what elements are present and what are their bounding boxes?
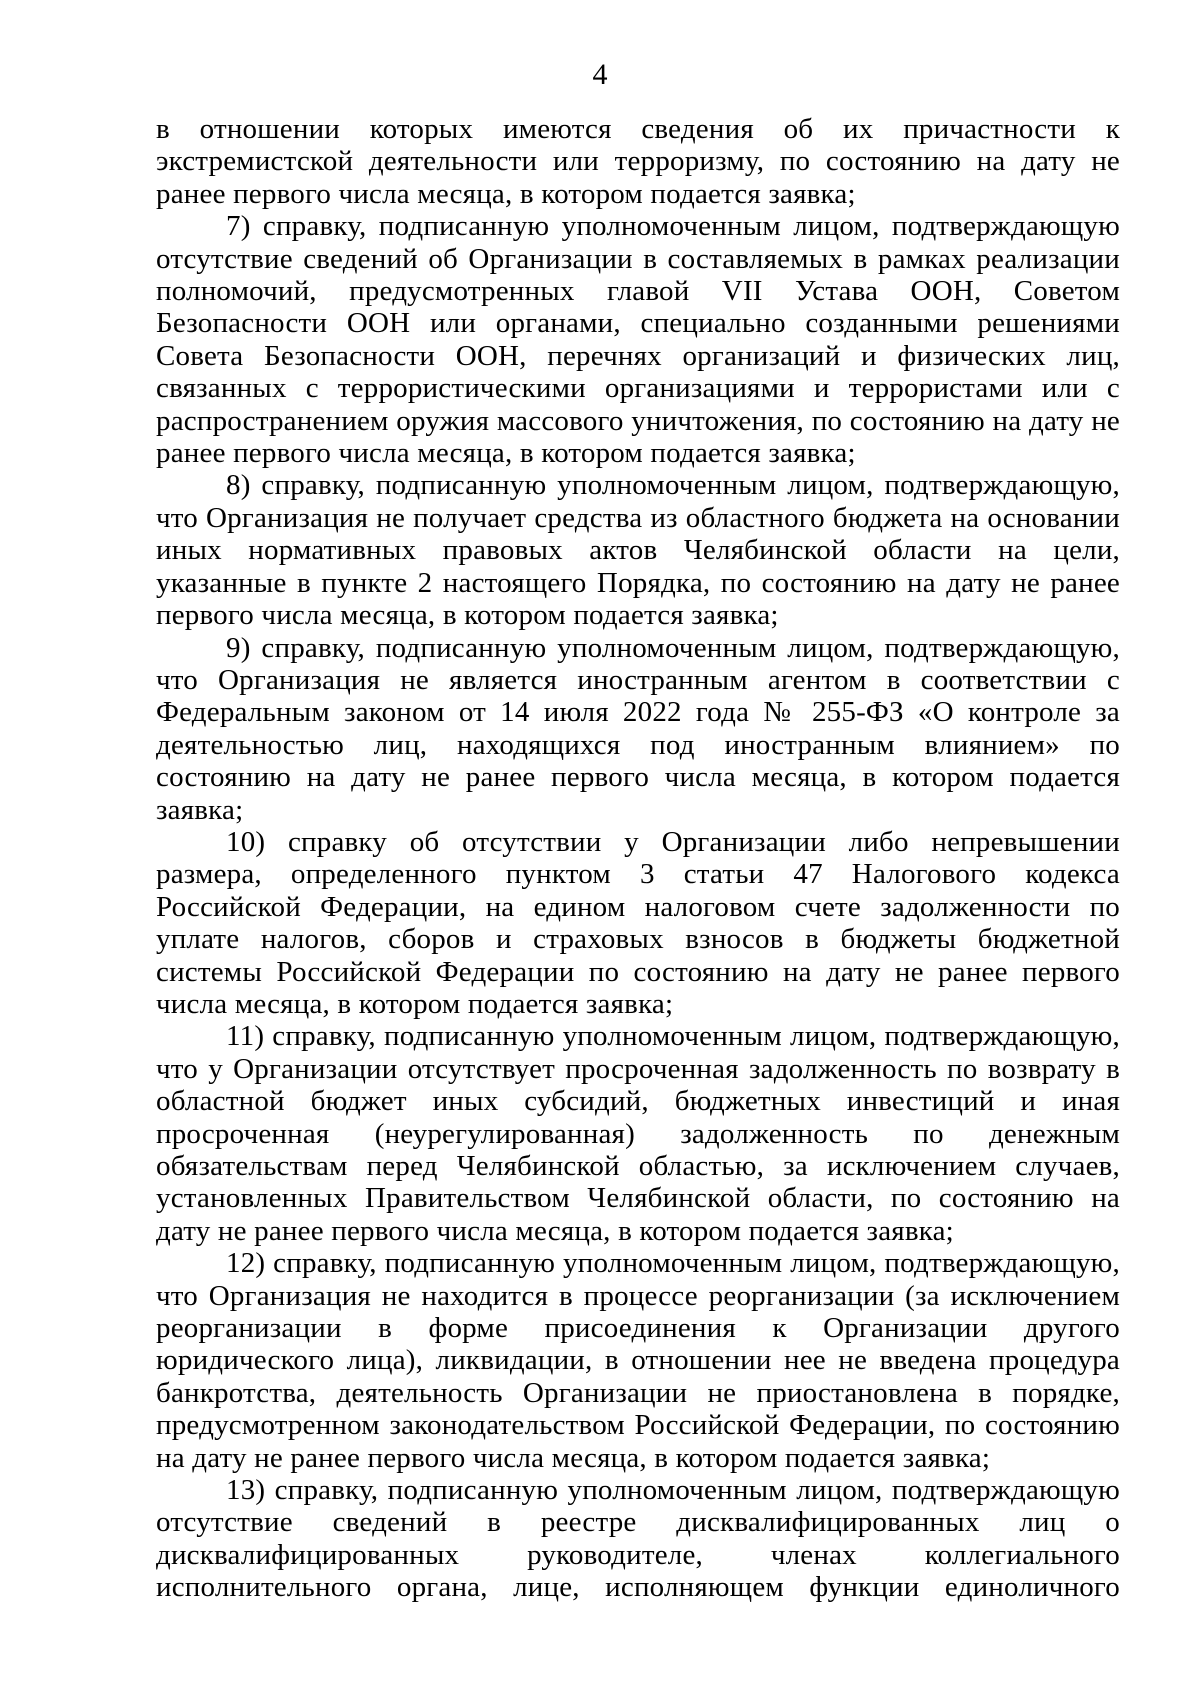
paragraph-item-7: 7) справку, подписанную уполномоченным лицом, подтверждающую отсутствие сведений об Организации в составляемых в рамках реализации полномочий, предусмотренных главой VII Устава ООН, Советом Безопасности ООН или органами, специально созданными решениями Совета Безопасности ООН, перечнях организаций и физических лиц, связанных с террористическими организациями и террористами или с распространением оружия массового уничтожения, по состоянию на дату не ранее первого числа месяца, в котором подается заявка; xyxy=(156,210,1120,470)
paragraph-item-13: 13) справку, подписанную уполномоченным лицом, подтверждающую отсутствие сведений в реестре дисквалифицированных лиц о дисквалифицированных руководителе, членах коллегиального исполнительного органа, лице, исполняющем функции единоличного xyxy=(156,1474,1120,1604)
paragraph-continuation: в отношении которых имеются сведения об их причастности к экстремистской деятельности или терроризму, по состоянию на дату не ранее первого числа месяца, в котором подается заявка; xyxy=(156,113,1120,210)
paragraph-item-11: 11) справку, подписанную уполномоченным лицом, подтверждающую, что у Организации отсутствует просроченная задолженность по возврату в областной бюджет иных субсидий, бюджетных инвестиций и иная просроченная (неурегулированная) задолженность по денежным обязательствам перед Челябинской областью, за исключением случаев, установленных Правительством Челябинской области, по состоянию на дату не ранее первого числа месяца, в котором подается заявка; xyxy=(156,1020,1120,1247)
paragraph-item-9: 9) справку, подписанную уполномоченным лицом, подтверждающую, что Организация не является иностранным агентом в соответствии с Федеральным законом от 14 июля 2022 года № 255-ФЗ «О контроле за деятельностью лиц, находящихся под иностранным влиянием» по состоянию на дату не ранее первого числа месяца, в котором подается заявка; xyxy=(156,631,1120,826)
paragraph-item-8: 8) справку, подписанную уполномоченным лицом, подтверждающую, что Организация не получает средства из областного бюджета на основании иных нормативных правовых актов Челябинской области на цели, указанные в пункте 2 настоящего Порядка, по состоянию на дату не ранее первого числа месяца, в котором подается заявка; xyxy=(156,469,1120,632)
document-body xyxy=(156,113,1120,1604)
paragraph-item-10: 10) справку об отсутствии у Организации либо непревышении размера, определенного пунктом 3 статьи 47 Налогового кодекса Российской Федерации, на едином налоговом счете задолженности по уплате налогов, сборов и страховых взносов в бюджеты бюджетной системы Российской Федерации по состоянию на дату не ранее первого числа месяца, в котором подается заявка; xyxy=(156,825,1120,1020)
paragraph-item-12: 12) справку, подписанную уполномоченным лицом, подтверждающую, что Организация не находится в процессе реорганизации (за исключением реорганизации в форме присоединения к Организации другого юридического лица), ликвидации, в отношении нее не введена процедура банкротства, деятельность Организации не приостановлена в порядке, предусмотренном законодательством Российской Федерации, по состоянию на дату не ранее первого числа месяца, в котором подается заявка; xyxy=(156,1247,1120,1474)
page-number: 4 xyxy=(592,58,608,91)
